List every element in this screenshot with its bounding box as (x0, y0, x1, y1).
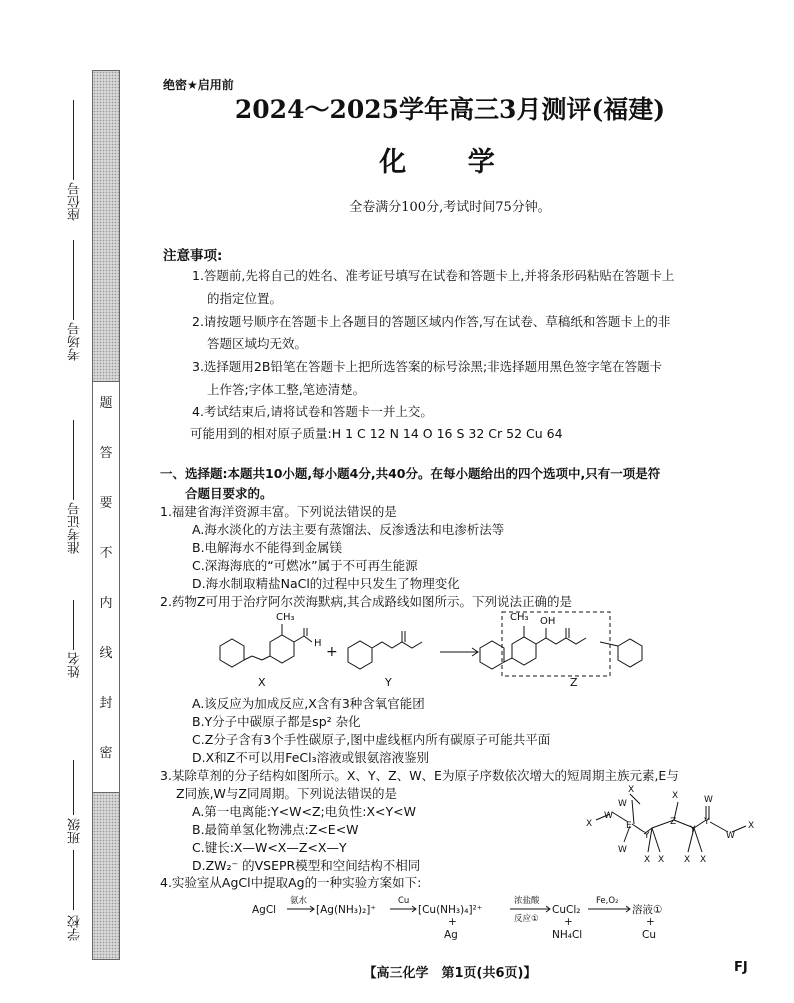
x-compound-label: X (258, 676, 266, 689)
atom-x: X (586, 819, 593, 829)
z-ch3-label: CH₃ (510, 612, 529, 623)
flow-complex1: [Ag(NH₃)₂]⁺ (316, 904, 376, 916)
binding-strip (92, 70, 120, 960)
z-oh-label: OH (540, 616, 556, 627)
flow-cucl2: CuCl₂ (552, 904, 581, 916)
option: C.深海海底的“可燃冰”属于不可再生能源 (192, 558, 418, 573)
x-h-label: H (314, 638, 322, 649)
flow-plus: + (646, 916, 655, 928)
notice-line: 4.考试结束后,请将试卷和答题卡一并上交。 (192, 404, 433, 419)
question-stem: 4.实验室从AgCl中提取Ag的一种实验方案如下: (160, 875, 422, 890)
atom-y: Y (690, 825, 696, 835)
seat-line (73, 100, 74, 180)
notice-line: 2.请按题号顺序在答题卡上各题目的答题区域内作答,写在试卷、草稿纸和答题卡上的非 (192, 314, 671, 329)
question-stem: 1.福建省海洋资源丰富。下列说法错误的是 (160, 504, 397, 519)
subject-title: 化 学 (379, 147, 521, 178)
atom-y: Y (704, 817, 710, 827)
name-label: 姓名 (68, 652, 83, 678)
flow-agcl: AgCl (252, 904, 277, 916)
atom-x: X (628, 785, 635, 795)
option: B.Y分子中碳原子都是sp² 杂化 (192, 714, 361, 729)
extraction-flow (250, 888, 690, 944)
option: B.最简单氢化物沸点:Z<E<W (192, 822, 359, 837)
flow-cu-reagent: Cu (398, 896, 410, 906)
y-compound-label: Y (385, 676, 392, 689)
class-line (73, 760, 74, 815)
question-stem: 3.某除草剂的分子结构如图所示。X、Y、Z、W、E为原子序数依次增大的短周期主族元素,E与 (160, 768, 679, 783)
atom-x: X (684, 855, 691, 864)
seal-char: 密 (99, 746, 113, 761)
notice-heading: 注意事项: (163, 248, 223, 264)
exam-no-line (73, 420, 74, 500)
option: C.Z分子含有3个手性碳原子,图中虚线框内所有碳原子可能共平面 (192, 732, 551, 747)
option: A.第一电离能:Y<W<Z;电负性:X<Y<W (192, 804, 416, 819)
seal-char: 题 (99, 396, 113, 411)
plus-sign: + (326, 644, 338, 660)
x-ch3-label: CH₃ (276, 612, 295, 623)
flow-plus: + (564, 916, 573, 928)
school-line (73, 850, 74, 910)
seal-char: 要 (99, 496, 113, 511)
exam-title: 2024～2025学年高三3月测评(福建) (234, 95, 666, 124)
room-label: 考场号 (68, 322, 83, 361)
atom-w: W (604, 811, 613, 821)
question-stem: 2.药物Z可用于治疗阿尔茨海默病,其合成路线如图所示。下列说法正确的是 (160, 594, 572, 609)
herbicide-structure (582, 782, 764, 864)
seat-label: 座位号 (68, 182, 83, 221)
flow-hcl: 浓盐酸 (514, 896, 540, 906)
option: D.海水制取精盐NaCl的过程中只发生了物理变化 (192, 576, 460, 591)
option: C.键长:X—W<X—Z<X—Y (192, 840, 347, 855)
option: D.ZW₂⁻ 的VSEPR模型和空间结构不相同 (192, 858, 421, 873)
notice-line: 的指定位置。 (207, 291, 283, 306)
seal-char: 线 (99, 646, 113, 661)
flow-reaction1: 反应① (514, 914, 539, 924)
score-info: 全卷满分100分,考试时间75分钟。 (349, 200, 551, 215)
notice-line: 答题区域均无效。 (207, 336, 308, 351)
region-code: FJ (734, 960, 748, 975)
notice-line: 1.答题前,先将自己的姓名、准考证号填写在试卷和答题卡上,并将条形码粘贴在答题卡上 (192, 268, 675, 283)
seal-line-area (93, 381, 119, 793)
notice-line: 3.选择题用2B铅笔在答题卡上把所选答案的标号涂黑;非选择题用黑色签字笔在答题卡 (192, 359, 663, 374)
atom-z: Z (670, 817, 677, 827)
option: A.海水淡化的方法主要有蒸馏法、反渗透法和电渗析法等 (192, 522, 505, 537)
atom-x: X (644, 855, 651, 864)
option: D.X和Z不可以用FeCl₃溶液或银氨溶液鉴别 (192, 750, 430, 765)
atom-w: W (726, 831, 735, 841)
question-stem-cont: Z同族,W与Z同周期。下列说法错误的是 (176, 786, 397, 801)
atom-x: X (672, 791, 679, 801)
flow-fe-o2: Fe,O₂ (596, 896, 619, 906)
flow-complex2: [Cu(NH₃)₄]²⁺ (418, 904, 483, 916)
atom-x: X (700, 855, 707, 864)
seal-char: 不 (99, 546, 113, 561)
flow-ammonia: 氨水 (290, 896, 308, 906)
option: A.该反应为加成反应,X含有3种含氧官能团 (192, 696, 425, 711)
room-line (73, 240, 74, 320)
exam-no-label: 准考证号 (68, 502, 83, 554)
atomic-masses: 可能用到的相对原子质量:H 1 C 12 N 14 O 16 S 32 Cr 52 Cu 64 (190, 426, 563, 441)
atom-w: W (704, 795, 713, 805)
atom-y: Y (644, 831, 650, 841)
atom-x: X (748, 821, 755, 831)
page-footer: 【高三化学 第1页(共6页)】 (363, 966, 537, 981)
notice-line: 上作答;字体工整,笔迹清楚。 (207, 382, 366, 397)
flow-cu-product: Cu (642, 929, 656, 941)
z-compound-label: Z (570, 676, 578, 689)
section-heading: 一、选择题:本题共10小题,每小题4分,共40分。在每小题给出的四个选项中,只有一项是符 (160, 466, 661, 481)
flow-solution1: 溶液① (632, 904, 663, 916)
section-heading: 合题目要求的。 (185, 486, 273, 501)
atom-x: X (658, 855, 665, 864)
flow-plus: + (448, 916, 457, 928)
confidential-mark: 绝密★启用前 (163, 78, 234, 92)
seal-char: 封 (99, 696, 113, 711)
school-label: 学校 (68, 915, 83, 941)
name-line (73, 600, 74, 650)
flow-nh4cl: NH₄Cl (552, 929, 583, 941)
seal-char: 内 (99, 596, 113, 611)
atom-e: E (626, 821, 632, 831)
option: B.电解海水不能得到金属镁 (192, 540, 343, 555)
flow-ag: Ag (444, 929, 458, 941)
atom-w: W (618, 845, 627, 855)
synthesis-scheme (190, 606, 660, 690)
class-label: 班级 (68, 818, 83, 844)
seal-char: 答 (99, 446, 113, 461)
atom-w: W (618, 799, 627, 809)
